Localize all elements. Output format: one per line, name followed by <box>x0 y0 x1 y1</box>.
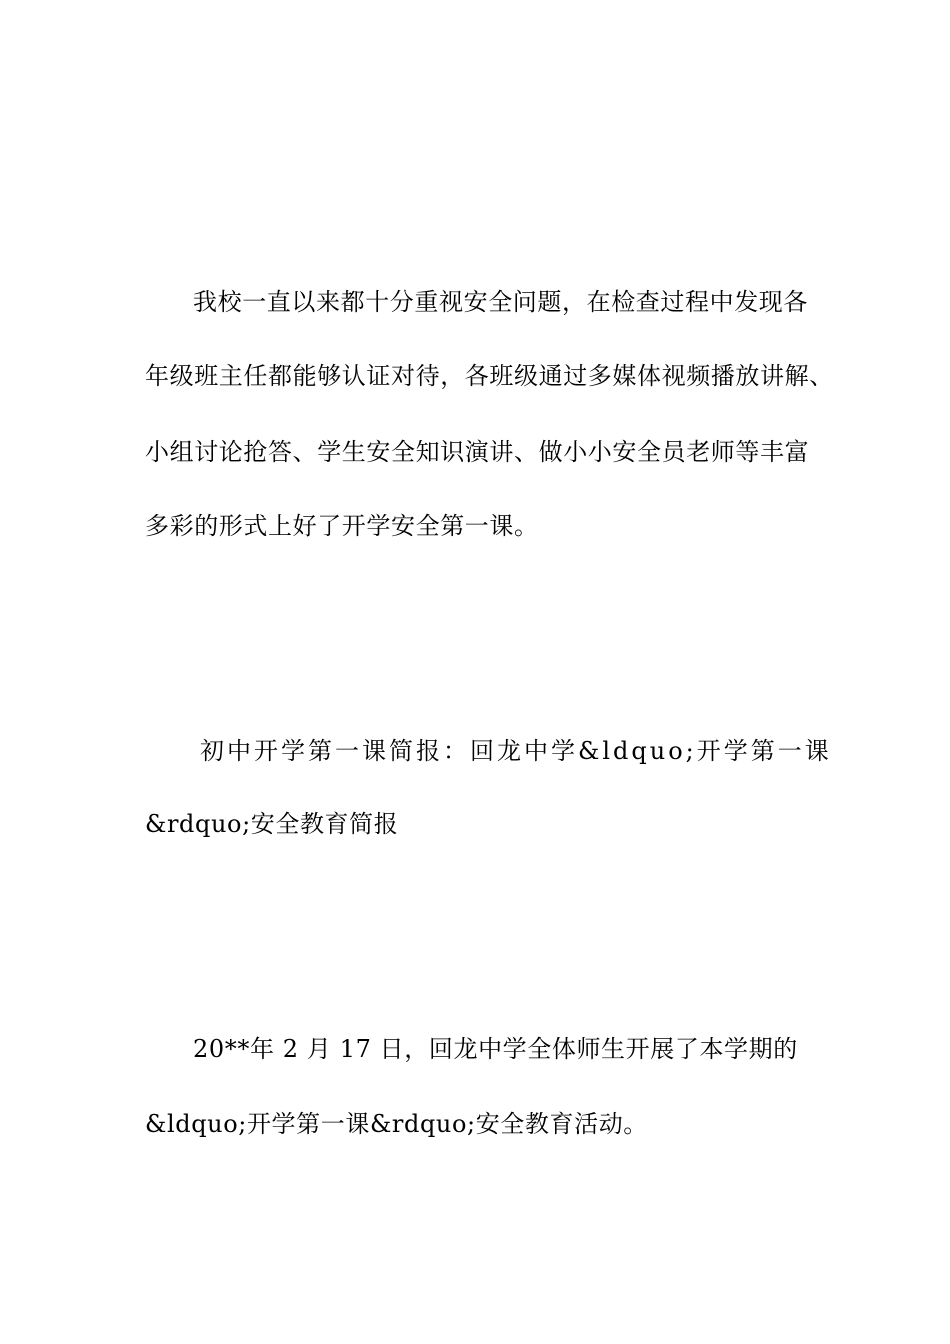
paragraph-1-line-4: 多彩的形式上好了开学安全第一课。 <box>145 512 539 540</box>
paragraph-2-line-1: 20**年 2 月 17 日，回龙中学全体师生开展了本学期的 <box>193 1035 798 1063</box>
paragraph-1-line-3: 小组讨论抢答、学生安全知识演讲、做小小安全员老师等丰富 <box>145 438 810 466</box>
heading-line-1: 初中开学第一课简报：回龙中学&ldquo;开学第一课 <box>200 737 832 765</box>
paragraph-1-line-1: 我校一直以来都十分重视安全问题，在检查过程中发现各 <box>193 288 808 316</box>
heading-line-2: &rdquo;安全教育简报 <box>145 810 399 838</box>
paragraph-1-line-2: 年级班主任都能够认证对待，各班级通过多媒体视频播放讲解、 <box>145 362 834 390</box>
paragraph-2-line-2: &ldquo;开学第一课&rdquo;安全教育活动。 <box>145 1110 648 1138</box>
